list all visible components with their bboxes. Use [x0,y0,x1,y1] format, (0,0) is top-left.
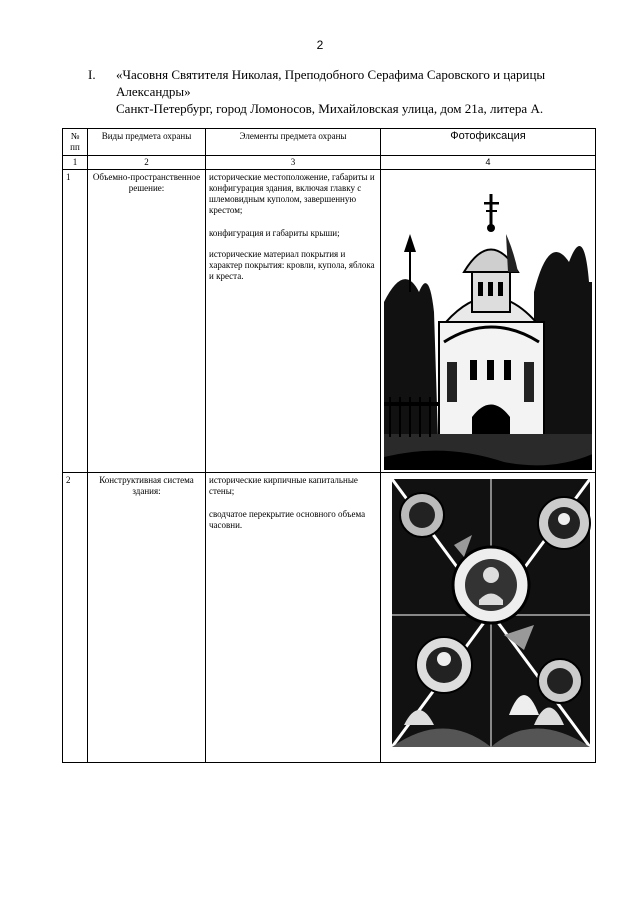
page-number: 2 [316,38,324,52]
protection-elements [206,170,381,473]
table-row [63,170,596,473]
column-number: 4 [381,156,596,170]
table-header-row [63,129,596,156]
object-heading [88,66,568,117]
table-row [63,473,596,763]
column-number: 1 [63,156,88,170]
row-number: 2 [63,473,88,763]
protection-type: Объемно-пространственное решение: [88,170,206,473]
element-text: исторические материал покрытия и характер покрытия: кровли, купола, яблока и креста. [209,249,375,281]
header-elements: Элементы предмета охраны [206,129,381,156]
header-photo: Фотофиксация [381,129,596,156]
element-text: исторические местоположение, габариты и конфигурация здания, включая главку с шлемовидным куполом, завершенную крестом; [209,172,375,215]
protection-elements [206,473,381,763]
column-number-row [63,156,596,170]
column-number: 3 [206,156,381,170]
header-type: Виды предмета охраны [88,129,206,156]
row-number: 1 [63,170,88,473]
section-number: I. [88,67,96,82]
element-text: сводчатое перекрытие основного объема часовни. [209,509,366,530]
chapel-photo [384,172,592,470]
photo-cell [381,473,596,763]
element-text: конфигурация и габариты крыши; [209,228,340,238]
element-text: исторические кирпичные капитальные стены; [209,475,358,496]
photo-cell [381,170,596,473]
vault-ceiling-photo [384,475,592,760]
header-num: № пп [63,129,88,156]
column-number: 2 [88,156,206,170]
protection-type: Конструктивная система здания: [88,473,206,763]
object-title: «Часовня Святителя Николая, Преподобного Серафима Саровского и царицы Александры» [116,67,546,99]
object-address: Санкт-Петербург, город Ломоносов, Михайловская улица, дом 21а, литера А. [116,101,544,116]
protection-subject-table [62,128,596,763]
